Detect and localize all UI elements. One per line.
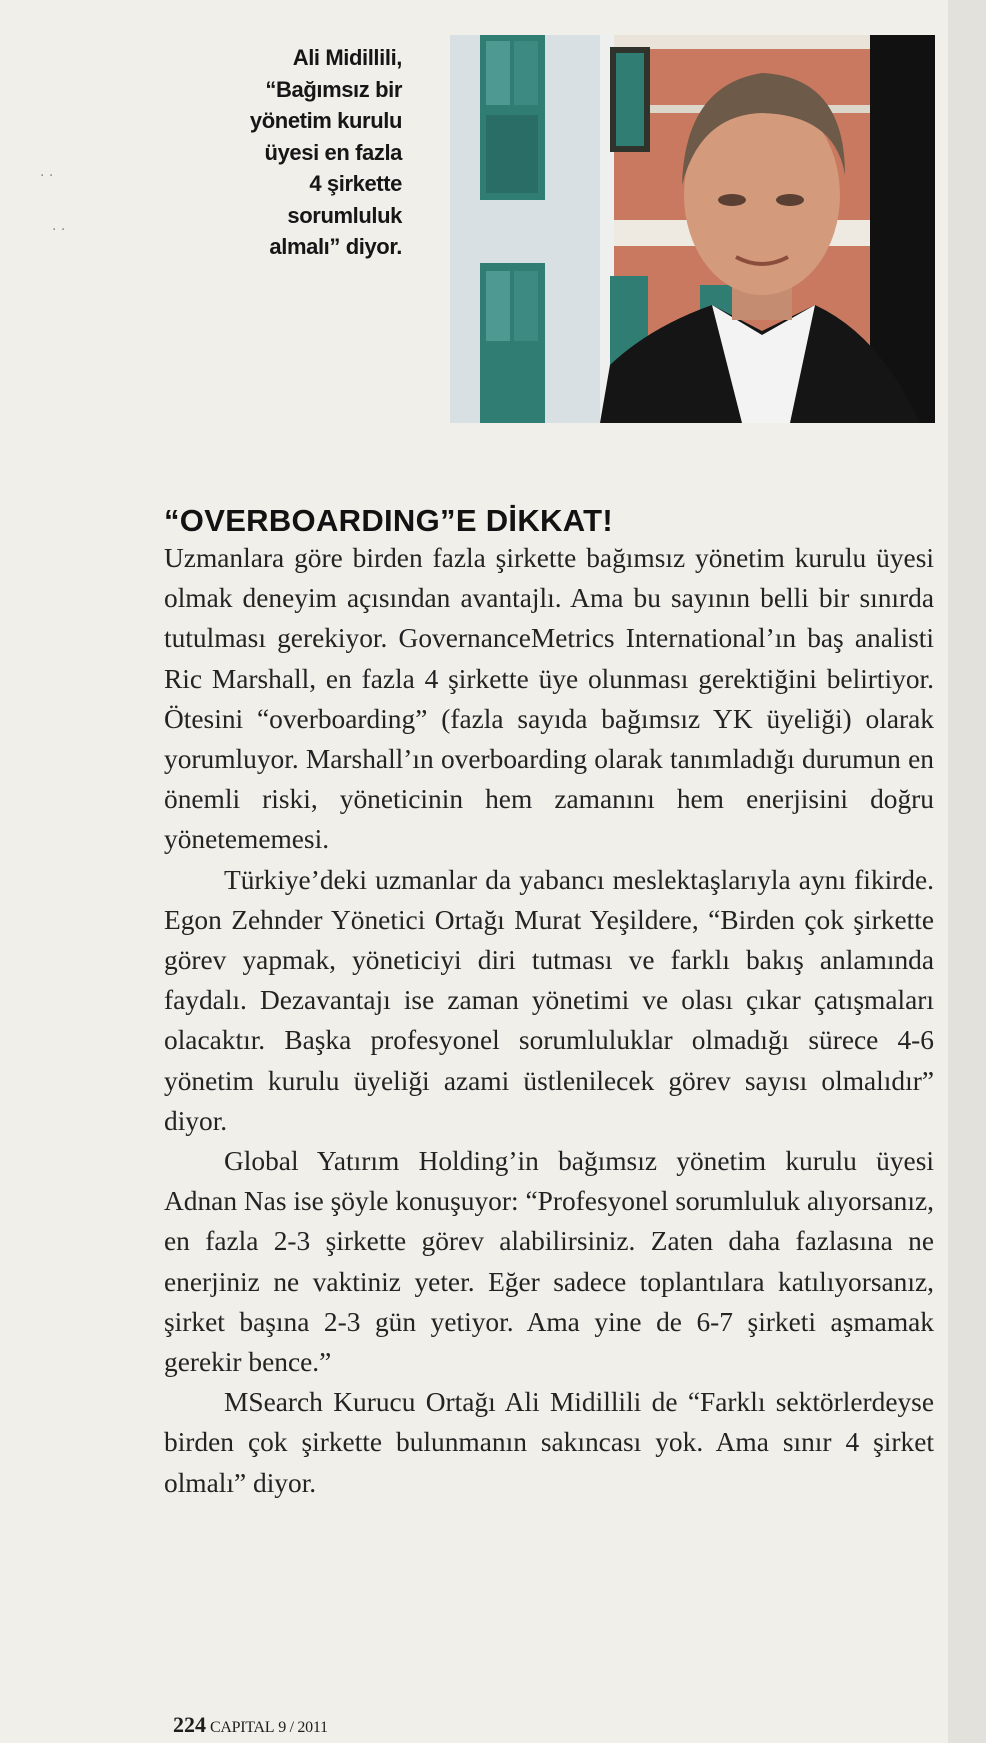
magazine-name: CAPITAL xyxy=(210,1719,275,1736)
page-footer xyxy=(173,1712,328,1738)
article-headline: “OVERBOARDING”E DİKKAT! xyxy=(164,503,613,538)
issue-date: 9 / 2011 xyxy=(278,1719,328,1736)
photo-caption: Ali Midillili, “Bağımsız bir yönetim kurulu üyesi en fazla 4 şirkette sorumluluk almalı” diyor. xyxy=(249,45,402,259)
print-speck: · · xyxy=(40,168,54,184)
article-paragraph: Global Yatırım Holding’in bağımsız yönetim kurulu üyesi Adnan Nas ise şöyle konuşuyor: “Profesyonel sorumluluk alıyorsanız, en fazla 2-3 şirkette görev alabilirsiniz. Zaten daha fazlasına ne enerjiniz ne vaktiniz yeter. Eğer sadece toplantılara katılıyorsanız, şirket başına 2-3 gün yetiyor. Ama yine de 6-7 şirketi aşmamak gerekir bence.” xyxy=(164,1146,934,1378)
portrait-photo xyxy=(450,35,935,423)
print-speck: · · xyxy=(52,222,66,238)
page-number: 224 xyxy=(173,1712,206,1737)
article-body xyxy=(164,538,934,1503)
page-edge xyxy=(948,0,986,1743)
article-paragraph: Uzmanlara göre birden fazla şirkette bağımsız yönetim kurulu üyesi olmak deneyim açısından avantajlı. Ama bu sayının belli bir sınırda tutulması gerekiyor. GovernanceMetrics International’ın baş analisti Ric Marshall, en fazla 4 şirkette üye olunması gerektiğini belirtiyor. Ötesini “overboarding” (fazla sayıda bağımsız YK üyeliği) olarak yorumluyor. Marshall’ın overboarding olarak tanımladığı durumun en önemli riski, yöneticinin hem zamanını hem enerjisini doğru yönetememesi. xyxy=(164,543,934,855)
article-paragraph: Türkiye’deki uzmanlar da yabancı meslektaşlarıyla aynı fikirde. Egon Zehnder Yönetici Ortağı Murat Yeşildere, “Birden çok şirkette görev yapmak, yöneticiyi diri tutması ve farklı bakış anlamında faydalı. Dezavantajı ise zaman yönetimi ve olası çıkar çatışmaları olacaktır. Başka profesyonel sorumluluklar olmadığı sürece 4-6 yönetim kurulu üyeliği azami üstlenilecek görev sayısı olmalıdır” diyor. xyxy=(164,864,934,1136)
article-paragraph: MSearch Kurucu Ortağı Ali Midillili de “Farklı sektörlerdeyse birden çok şirkette bulunmanın sakıncası yok. Ama sınır 4 şirket olmalı” diyor. xyxy=(164,1387,934,1498)
